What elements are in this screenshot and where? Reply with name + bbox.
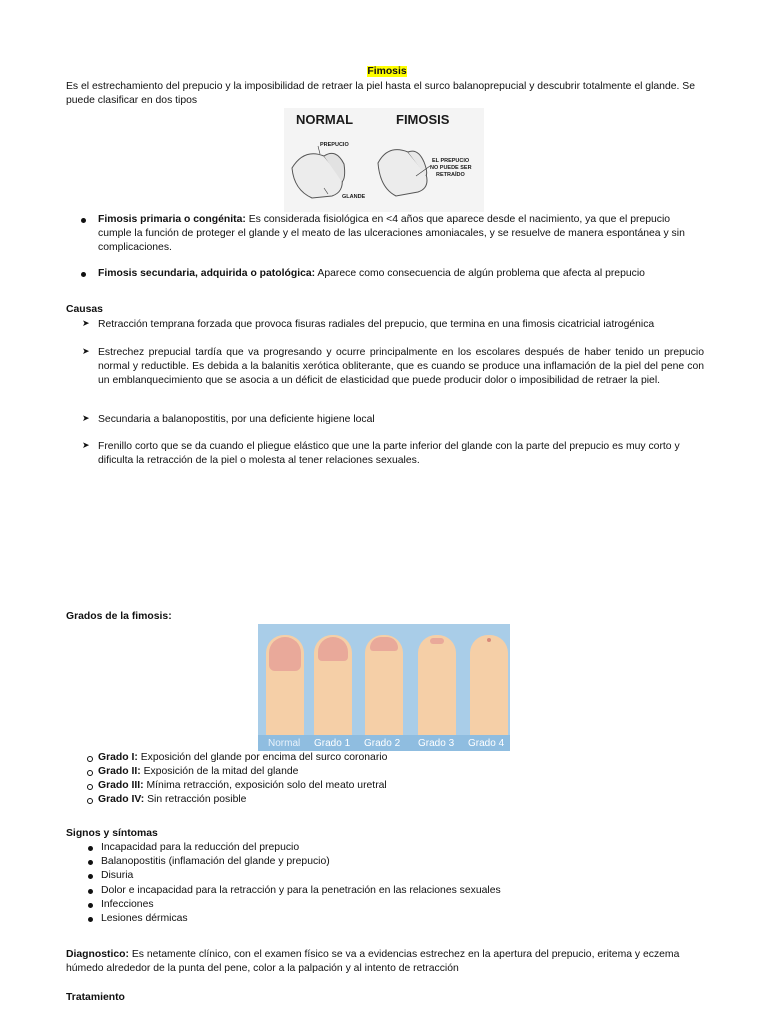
grado-item (98, 779, 704, 793)
circle-bullet-icon (87, 798, 93, 804)
prepucio-label: PREPUCIO (320, 142, 349, 148)
figure-note-line1: EL PREPUCIO (432, 158, 470, 164)
signo-item: Balanopostitis (inflamación del glande y prepucio) (101, 856, 330, 867)
arrow-bullet-icon: ➤ (82, 440, 90, 450)
type-term: Fimosis primaria o congénita: (98, 214, 246, 225)
tratamiento-heading (66, 991, 125, 1005)
causa-item: Retracción temprana forzada que provoca fisuras radiales del prepucio, que termina en una fimosis cicatricial iatrogénica (98, 319, 655, 330)
grado-text: Sin retracción posible (144, 794, 247, 805)
grado-term: Grado IV: (98, 794, 145, 805)
grado-term: Grado III: (98, 780, 144, 791)
grados-heading-text: Grados de la fimosis: (66, 611, 172, 622)
tratamiento-heading-text: Tratamiento (66, 992, 125, 1003)
finger-grado3-illustration (418, 635, 456, 735)
caption-grado2: Grado 2 (364, 738, 401, 749)
causa-item: Secundaria a balanopostitis, por una deficiente higiene local (98, 414, 375, 425)
signo-item: Lesiones dérmicas (101, 913, 188, 924)
grado-item (98, 793, 704, 807)
normal-vs-fimosis-figure (284, 108, 484, 212)
type-text: Es considerada fisiológica en <4 años que aparece desde el nacimiento, ya que el prepucio cumple la función de proteger el glande y el meato de las ulceraciones amoniacales, y se resuelve de manera espontánea y sin complicaciones. (98, 214, 685, 253)
causa-item: Frenillo corto que se da cuando el pliegue elástico que une la parte inferior del glande con la parte del prepucio es muy corto y dificulta la retracción de la piel o molesta al tener relaciones sexuales. (98, 441, 680, 466)
diagnostico-paragraph (66, 948, 706, 976)
bullet-icon (88, 860, 93, 865)
grado-term: Grado II: (98, 766, 141, 777)
finger-grado1-illustration (314, 635, 352, 735)
finger-grado4-illustration (470, 635, 508, 735)
figure-note-line3: RETRAÍDO (436, 172, 465, 178)
grados-fimosis-figure (258, 624, 510, 751)
signo-item: Incapacidad para la reducción del prepucio (101, 842, 300, 853)
grado-item (98, 765, 704, 779)
caption-normal: Normal (268, 738, 301, 749)
intro-paragraph: Es el estrechamiento del prepucio y la imposibilidad de retraer la piel hasta el surco balanoprepucial y descubrir totalmente el glande. Se puede clasificar en dos tipos (66, 81, 695, 106)
type-item-primary (98, 213, 704, 255)
figure2-caption-bar (258, 735, 510, 751)
diagnostico-text: Es netamente clínico, con el examen físico se va a evidencias estrechez en la apertura del prepucio, eritema y eczema húmedo alrededor de la punta del pene, color a la palpación y al intento de retracción (66, 949, 680, 974)
bullet-icon (88, 889, 93, 894)
type-text: Aparece como consecuencia de algún problema que afecta al prepucio (315, 268, 645, 279)
arrow-bullet-icon: ➤ (82, 318, 90, 328)
causas-heading (66, 303, 103, 317)
bullet-icon (88, 846, 93, 851)
figure-note-line2: NO PUEDE SER (430, 165, 472, 171)
type-item-secondary (98, 267, 704, 281)
finger-grado2-illustration (365, 635, 403, 735)
figure-fimosis-label: FIMOSIS (396, 112, 450, 127)
bullet-icon (88, 874, 93, 879)
finger-normal-illustration (266, 635, 304, 735)
arrow-bullet-icon: ➤ (82, 413, 90, 423)
grados-heading (66, 610, 172, 624)
signo-item: Infecciones (101, 899, 154, 910)
glande-label: GLANDE (342, 194, 366, 200)
grado-item (98, 751, 704, 765)
bullet-icon (81, 218, 86, 223)
circle-bullet-icon (87, 770, 93, 776)
grado-text: Exposición del glande por encima del surco coronario (137, 752, 388, 763)
grado-text: Exposición de la mitad del glande (140, 766, 299, 777)
figure-normal-label: NORMAL (296, 112, 354, 127)
grado-term: Grado I: (98, 752, 138, 763)
causa-item: Estrechez prepucial tardía que va progresando y ocurre principalmente en los escolares después de haber tenido un prepucio normal y reductible. Es debida a la balanitis xerótica obliterante, que es cuando se produce una inflamación de la piel del pene con un emblanquecimiento que se asocia a un déficit de elasticidad que puede producir dolor o imposibilidad de retraer la piel. (98, 347, 704, 386)
signos-heading (66, 827, 158, 841)
page-title (362, 66, 412, 77)
bullet-icon (88, 903, 93, 908)
caption-grado3: Grado 3 (418, 738, 455, 749)
signos-heading-text: Signos y síntomas (66, 828, 158, 839)
signo-item: Dolor e incapacidad para la retracción y para la penetración en las relaciones sexuales (101, 885, 501, 896)
circle-bullet-icon (87, 784, 93, 790)
arrow-bullet-icon: ➤ (82, 346, 90, 356)
circle-bullet-icon (87, 756, 93, 762)
title-text: Fimosis (367, 66, 407, 77)
type-term: Fimosis secundaria, adquirida o patológica: (98, 268, 316, 279)
caption-grado1: Grado 1 (314, 738, 351, 749)
bullet-icon (81, 272, 86, 277)
bullet-icon (88, 917, 93, 922)
causas-heading-text: Causas (66, 304, 103, 315)
caption-grado4: Grado 4 (468, 738, 505, 749)
grado-text: Mínima retracción, exposición solo del meato uretral (143, 780, 387, 791)
diagnostico-term: Diagnostico: (66, 949, 129, 960)
signo-item: Disuria (101, 870, 134, 881)
